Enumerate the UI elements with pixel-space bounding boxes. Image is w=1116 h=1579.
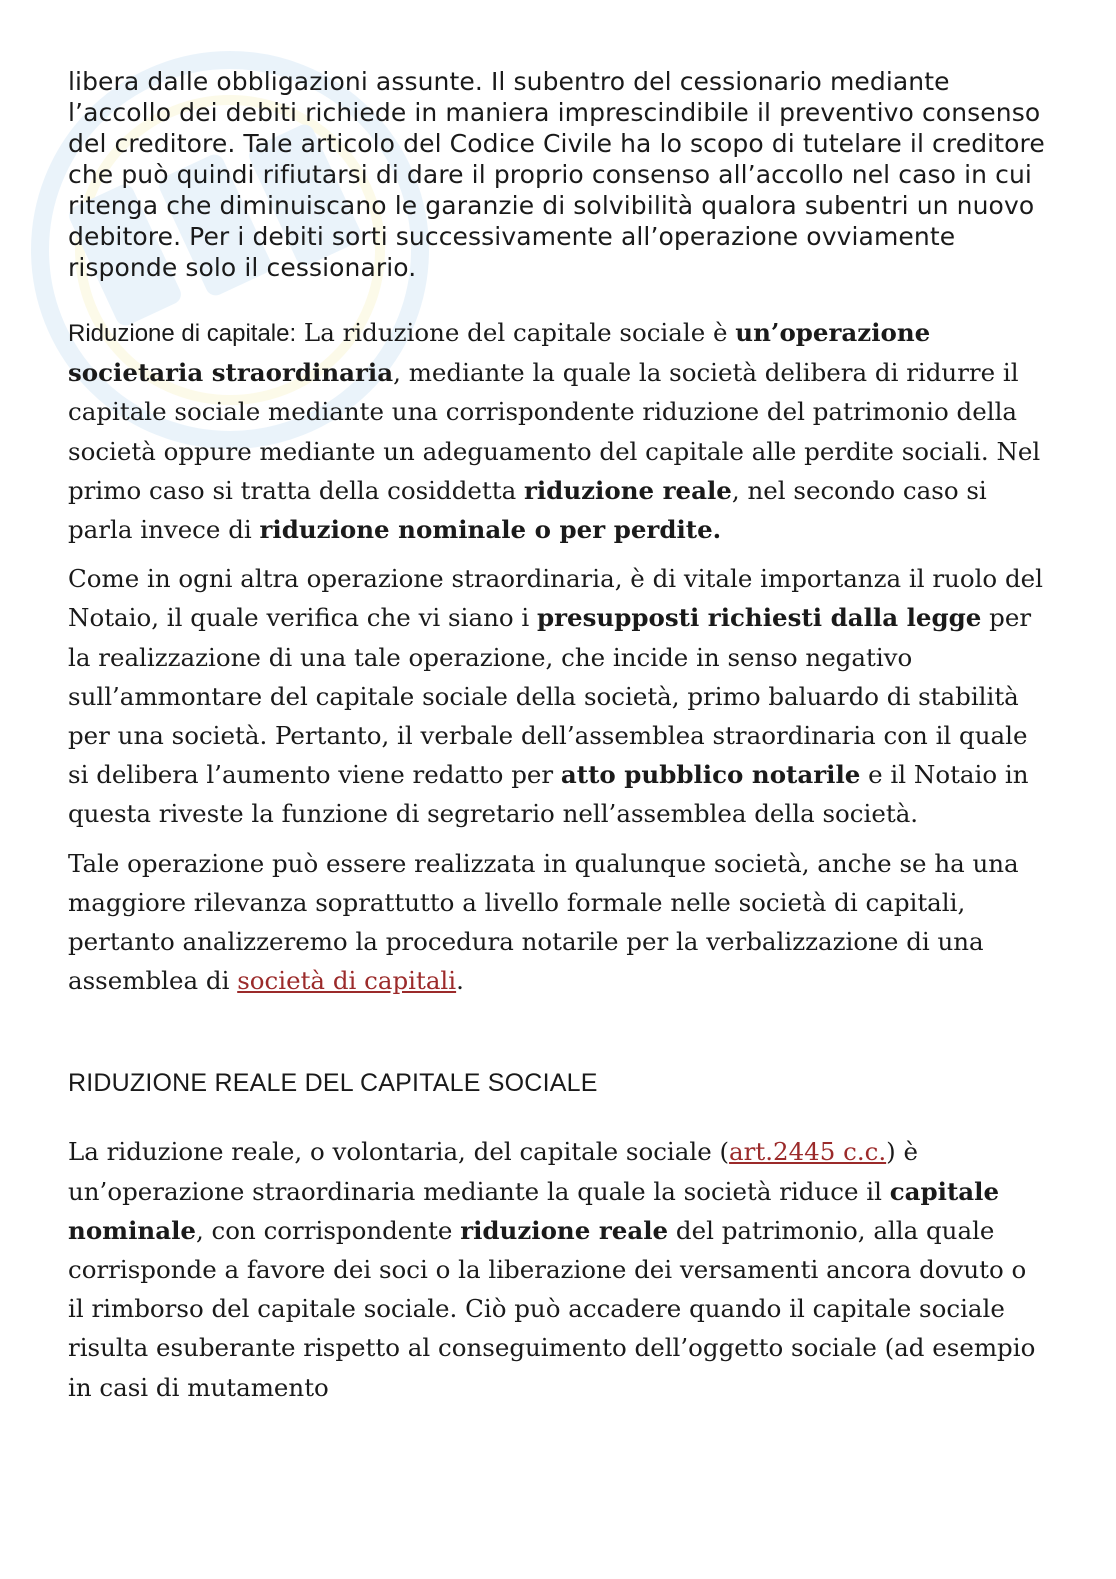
term-label: Riduzione di capitale: [68, 320, 297, 347]
section-heading: RIDUZIONE REALE DEL CAPITALE SOCIALE [68, 1069, 598, 1098]
paragraph-riduzione-capitale: Riduzione di capitale: La riduzione del capitale sociale è un’operazione societaria straordinaria, mediante la quale la società delibera di ridurre il capitale sociale mediante una corrispondente riduzione del patrimonio della società oppure mediante un adeguamento del capitale alle perdite sociali. Nel primo caso si tratta della cosiddetta riduzione reale, nel secondo caso si parla invece di riduzione nominale o per perdite. [68, 318, 1041, 545]
paragraph-societa-capitali: Tale operazione può essere realizzata in qualunque società, anche se ha una maggiore rilevanza soprattutto a livello formale nelle società di capitali, pertanto analizzeremo la procedura notarile per la verbalizzazione di una assemblea di società di capitali. [68, 848, 1019, 996]
paragraph-accollo: libera dalle obbligazioni assunte. Il subentro del cessionario mediante l’accollo dei debiti richiede in maniera imprescindibile il preventivo consenso del creditore. Tale articolo del Codice Civile ha lo scopo di tutelare il creditore che può quindi rifiutarsi di dare il proprio consenso all’accollo nel caso in cui ritenga che diminuiscano le garanzie di solvibilità qualora subentri un nuovo debitore. Per i debiti sorti successivamente all’operazione ovviamente risponde solo il cessionario. [68, 67, 1045, 282]
paragraph-ruolo-notaio: Come in ogni altra operazione straordinaria, è di vitale importanza il ruolo del Notaio, il quale verifica che vi siano i presupposti richiesti dalla legge per la realizzazione di una tale operazione, che incide in senso negativo sull’ammontare del capitale sociale della società, primo baluardo di stabilità per una società. Pertanto, il verbale dell’assemblea straordinaria con il quale si delibera l’aumento viene redatto per atto pubblico notarile e il Notaio in questa riveste la funzione di segretario nell’assemblea della società. [68, 564, 1043, 829]
document-page [68, 66, 1048, 1417]
paragraph-riduzione-reale: La riduzione reale, o volontaria, del capitale sociale (art.2445 c.c.) è un’operazione straordinaria mediante la quale la società riduce il capitale nominale, con corrispondente riduzione reale del patrimonio, alla quale corrisponde a favore dei soci o la liberazione dei versamenti ancora dovuto o il rimborso del capitale sociale. Ciò può accadere quando il capitale sociale risulta esuberante rispetto al conseguimento dell’oggetto sociale (ad esempio in casi di mutamento [68, 1137, 1036, 1402]
link-societa-di-capitali[interactable]: società di capitali [237, 966, 457, 996]
link-art-2445[interactable]: art.2445 c.c. [729, 1137, 887, 1167]
